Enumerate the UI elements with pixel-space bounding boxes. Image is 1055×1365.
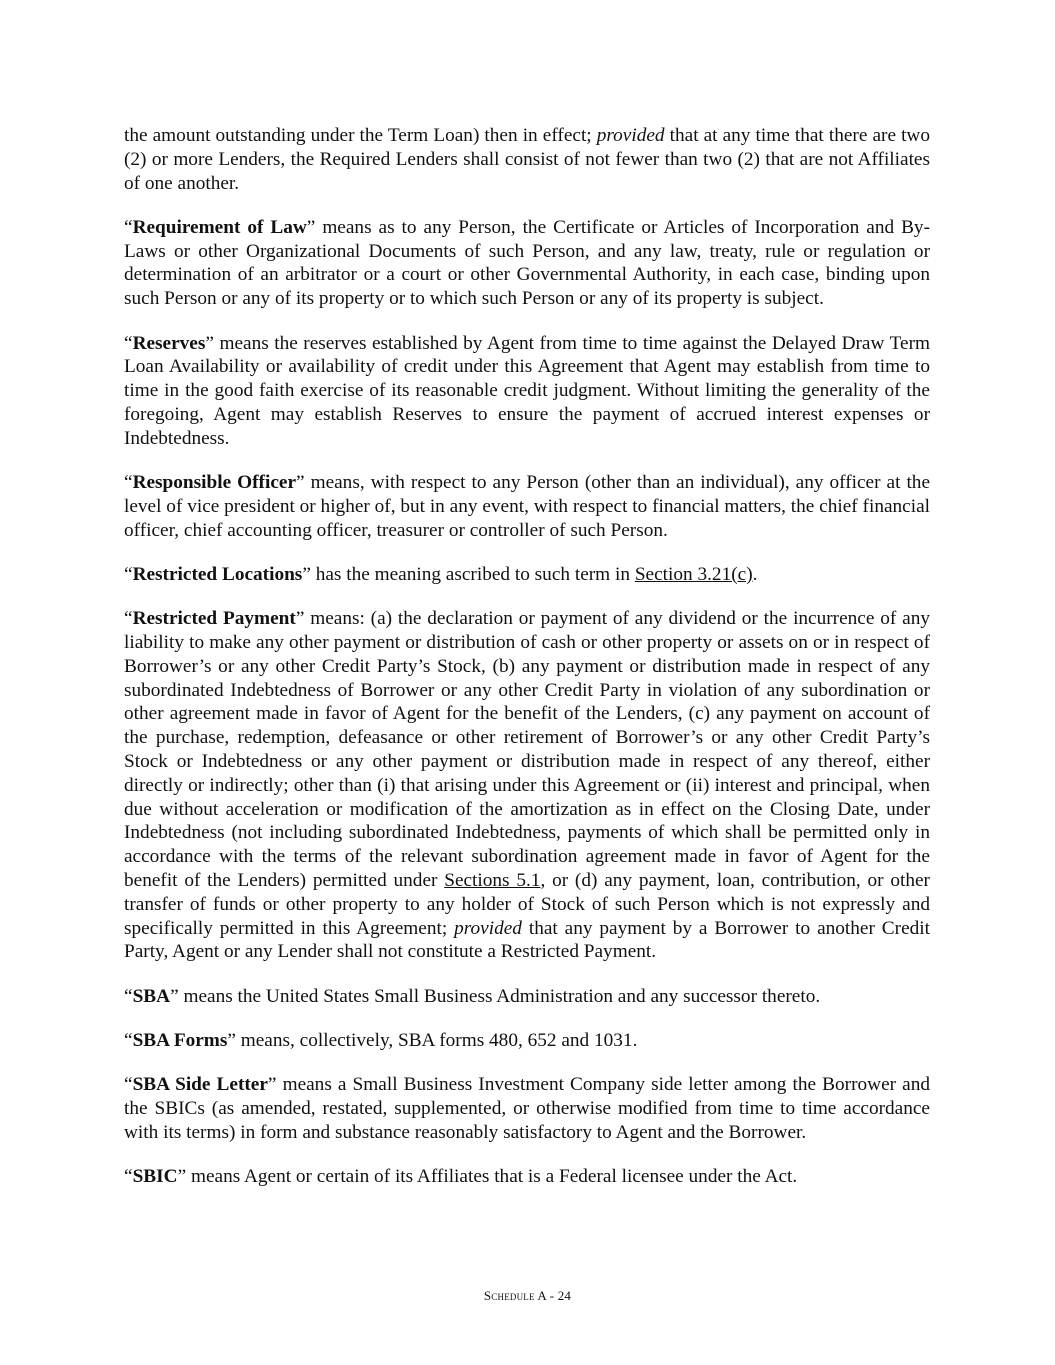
document-page (124, 124, 930, 1209)
section-reference: Section 3.21(c) (634, 563, 753, 585)
open-quote: “ (124, 1074, 133, 1096)
definition-requirement-of-law (124, 216, 930, 311)
defined-term: Requirement of Law (132, 216, 307, 238)
open-quote: “ (124, 332, 133, 354)
paragraph-continuation (124, 124, 930, 195)
definition-text: ” means the reserves established by Agent from time to time against the Delayed Draw Term Loan Availability or availability of credit under this Agreement that Agent may establish from time to time in the good faith exercise of its reasonable credit judgment. Without limiting the generality of the foregoing, Agent may establish Reserves to ensure the payment of accrued interest expenses or Indebtedness. (124, 332, 930, 449)
defined-term: SBA (132, 985, 171, 1007)
open-quote: “ (124, 563, 133, 585)
emphasis-provided: provided (596, 125, 665, 146)
emphasis-provided: provided (454, 917, 522, 939)
definition-restricted-locations (124, 563, 930, 587)
definition-sbic (124, 1165, 930, 1189)
definition-text: ” means: (a) the declaration or payment of any dividend or the incurrence of any liability to make any other payment or distribution of cash or other property or assets on or in respect of Borrower’s or any other Credit Party’s Stock, (b) any payment or distribution made in respect of any subordinated Indebtedness of Borrower or any other Credit Party in violation of any subordination or other agreement made in favor of Agent for the benefit of the Lenders, (c) any payment on account of the purchase, redemption, defeasance or other retirement of Borrower’s or any other Credit Party’s Stock or Indebtedness or any other payment or distribution made in respect of any thereof, either directly or indirectly; other than (i) that arising under this Agreement or (ii) interest and principal, when due without acceleration or modification of the amortization as in effect on the Closing Date, under Indebtedness (not including subordinated Indebtedness, payments of which shall be permitted only in accordance with the terms of the relevant subordination agreement made in favor of Agent for the benefit of the Lenders) permitted under (124, 608, 930, 892)
definition-sba (124, 985, 930, 1009)
defined-term: Restricted Locations (132, 563, 303, 585)
definition-text: that any payment by a Borrower to another Credit Party, Agent or any Lender shall not constitute a Restricted Payment. (124, 917, 931, 963)
defined-term: Responsible Officer (132, 472, 297, 494)
paragraph-text: the amount outstanding under the Term Loan) then in effect; (124, 125, 597, 146)
open-quote: “ (124, 1030, 133, 1051)
definition-sba-side-letter (124, 1073, 930, 1144)
open-quote: “ (124, 1166, 133, 1188)
definition-text: , or (d) any payment, loan, contribution, or other transfer of funds or other property to any holder of Stock of such Person which is not expressly and specifically permitted in this Agreement; (124, 870, 930, 939)
definition-text: ” means, collectively, SBA forms 480, 652 and 1031. (227, 1030, 638, 1051)
definition-sba-forms (124, 1029, 930, 1053)
open-quote: “ (124, 608, 133, 630)
paragraph-text: that at any time that there are two (2) or more Lenders, the Required Lenders shall consist of not fewer than two (2) that are not Affiliates of one another. (124, 125, 930, 194)
section-reference: Sections 5.1 (444, 870, 541, 892)
definition-text-end: . (752, 563, 758, 585)
open-quote: “ (124, 472, 133, 494)
defined-term: Restricted Payment (132, 608, 296, 630)
definition-text: ” means, with respect to any Person (other than an individual), any officer at the level of vice president or higher of, but in any event, with respect to financial matters, the chief financial officer, chief accounting officer, treasurer or controller of such Person. (124, 472, 930, 541)
definition-responsible-officer (124, 471, 930, 542)
definition-restricted-payment (124, 607, 930, 964)
definition-text: ” means a Small Business Investment Company side letter among the Borrower and the SBICs (as amended, restated, supplemented, or otherwise modified from time to time accordance with its terms) in form and substance reasonably satisfactory to Agent and the Borrower. (124, 1074, 930, 1143)
defined-term: SBA Forms (132, 1030, 228, 1051)
definition-text: ” means as to any Person, the Certificate or Articles of Incorporation and By-Laws or other Organizational Documents of such Person, and any law, treaty, rule or regulation or determination of an arbitrator or a court or other Governmental Authority, in each case, binding upon such Person or any of its property or to which such Person or any of its property is subject. (124, 216, 930, 310)
open-quote: “ (124, 216, 133, 238)
definition-text: ” means the United States Small Business Administration and any successor thereto. (170, 985, 821, 1007)
defined-term: SBIC (132, 1166, 178, 1188)
open-quote: “ (124, 985, 133, 1007)
definition-text: ” means Agent or certain of its Affiliates that is a Federal licensee under the Act. (177, 1166, 798, 1188)
definition-reserves (124, 332, 930, 451)
defined-term: Reserves (132, 332, 206, 354)
defined-term: SBA Side Letter (132, 1074, 268, 1096)
definition-text: ” has the meaning ascribed to such term in (302, 563, 635, 585)
page-footer: Schedule A - 24 (483, 1288, 572, 1303)
